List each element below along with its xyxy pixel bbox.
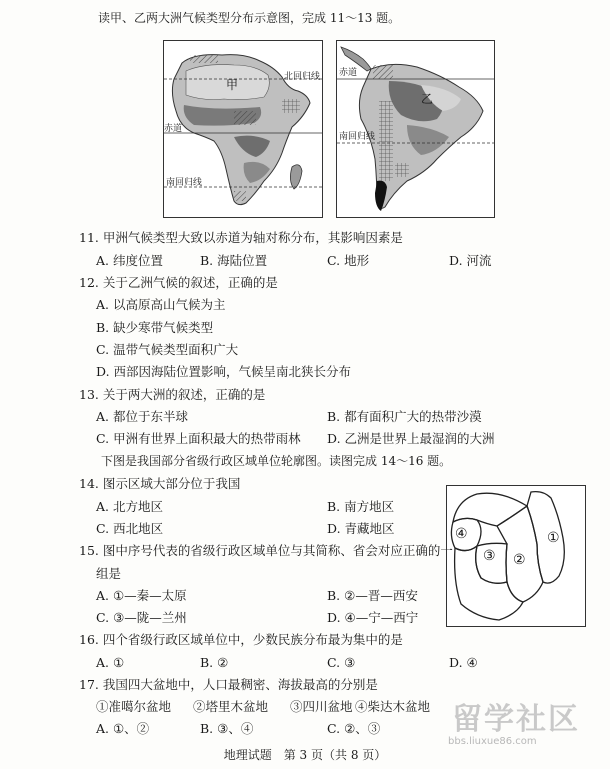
label-tropic-south-2: 南回归线 (339, 132, 376, 142)
q12-stem: 12. 关于乙洲气候的叙述，正确的是 (79, 275, 278, 290)
province-label-1: ① (547, 530, 560, 546)
q12-option-c: C. 温带气候类型面积广大 (96, 342, 239, 357)
q14-option-c: C. 西北地区 (96, 521, 164, 536)
q17-item-1: ①准噶尔盆地 (96, 699, 172, 714)
label-tropic-north-1: 北回归线 (284, 72, 321, 82)
q13-option-c: C. 甲洲有世界上面积最大的热带雨林 (96, 431, 301, 446)
label-equator-1: 赤道 (164, 124, 183, 134)
q16-option-a: A. ① (96, 655, 125, 670)
q13-stem: 13. 关于两大洲的叙述，正确的是 (79, 387, 266, 402)
q11-option-d: D. 河流 (449, 253, 492, 268)
q14-stem: 14. 图示区域大部分位于我国 (79, 476, 241, 491)
q17-option-a: A. ①、② (96, 721, 150, 736)
q12-option-a: A. 以高原高山气候为主 (96, 297, 226, 312)
south-america-climate-map (336, 40, 495, 218)
q12-option-d: D. 西部因海陆位置影响，气候呈南北狭长分布 (96, 364, 352, 379)
label-tropic-south-1: 南回归线 (166, 178, 203, 188)
q16-option-b: B. ② (200, 655, 229, 670)
q12-option-b: B. 缺少寒带气候类型 (96, 320, 214, 335)
q17-item-2: ②塔里木盆地 (193, 699, 269, 714)
q11-option-c: C. 地形 (327, 253, 370, 268)
q15-option-c: C. ③—陇—兰州 (96, 610, 187, 625)
q15-stem-line1: 15. 图中序号代表的省级行政区域单位与其简称、省会对应正确的一 (79, 543, 453, 558)
province-label-3: ③ (483, 548, 496, 564)
q14-option-a: A. 北方地区 (96, 499, 163, 514)
q17-option-c: C. ②、③ (327, 721, 381, 736)
q13-option-d: D. 乙洲是世界上最湿润的大洲 (327, 431, 495, 446)
label-equator-2: 赤道 (339, 68, 358, 78)
watermark-main: 留学社区 (452, 702, 580, 737)
q17-option-b: B. ③、④ (200, 721, 254, 736)
q13-option-a: A. 都位于东半球 (96, 409, 188, 424)
q17-stem: 17. 我国四大盆地中，人口最稠密、海拔最高的分别是 (79, 677, 378, 692)
q13-option-b: B. 都有面积广大的热带沙漠 (327, 409, 482, 424)
q15-option-a: A. ①—秦—太原 (96, 588, 187, 603)
page-footer: 地理试题 第 3 页（共 8 页） (223, 748, 387, 762)
province-outline-map (446, 485, 586, 627)
intro-text-1: 读甲、乙两大洲气候类型分布示意图，完成 11～13 题。 (98, 11, 401, 25)
q11-option-a: A. 纬度位置 (96, 253, 163, 268)
q14-option-b: B. 南方地区 (327, 499, 395, 514)
q14-option-d: D. 青藏地区 (327, 521, 395, 536)
q15-option-d: D. ④—宁—西宁 (327, 610, 419, 625)
q16-option-d: D. ④ (449, 655, 478, 670)
q17-item-4: ④柴达木盆地 (355, 699, 431, 714)
province-label-2: ② (513, 552, 526, 568)
q15-option-b: B. ②—晋—西安 (327, 588, 418, 603)
province-label-4: ④ (455, 526, 468, 542)
q11-stem: 11. 甲洲气候类型大致以赤道为轴对称分布，其影响因素是 (79, 230, 403, 245)
q16-stem: 16. 四个省级行政区域单位中，少数民族分布最为集中的是 (79, 632, 403, 647)
africa-climate-map (163, 40, 323, 218)
label-jia: 甲 (226, 78, 239, 92)
watermark-url: bbs.liuxue86.com (448, 736, 537, 747)
q16-option-c: C. ③ (327, 655, 356, 670)
q11-option-b: B. 海陆位置 (200, 253, 268, 268)
q17-item-3: ③四川盆地 (290, 699, 353, 714)
label-yi: 乙 (421, 92, 434, 106)
q15-stem-line2: 组是 (96, 566, 122, 581)
intro-text-2: 下图是我国部分省级行政区域单位轮廓图。读图完成 14～16 题。 (101, 454, 452, 468)
